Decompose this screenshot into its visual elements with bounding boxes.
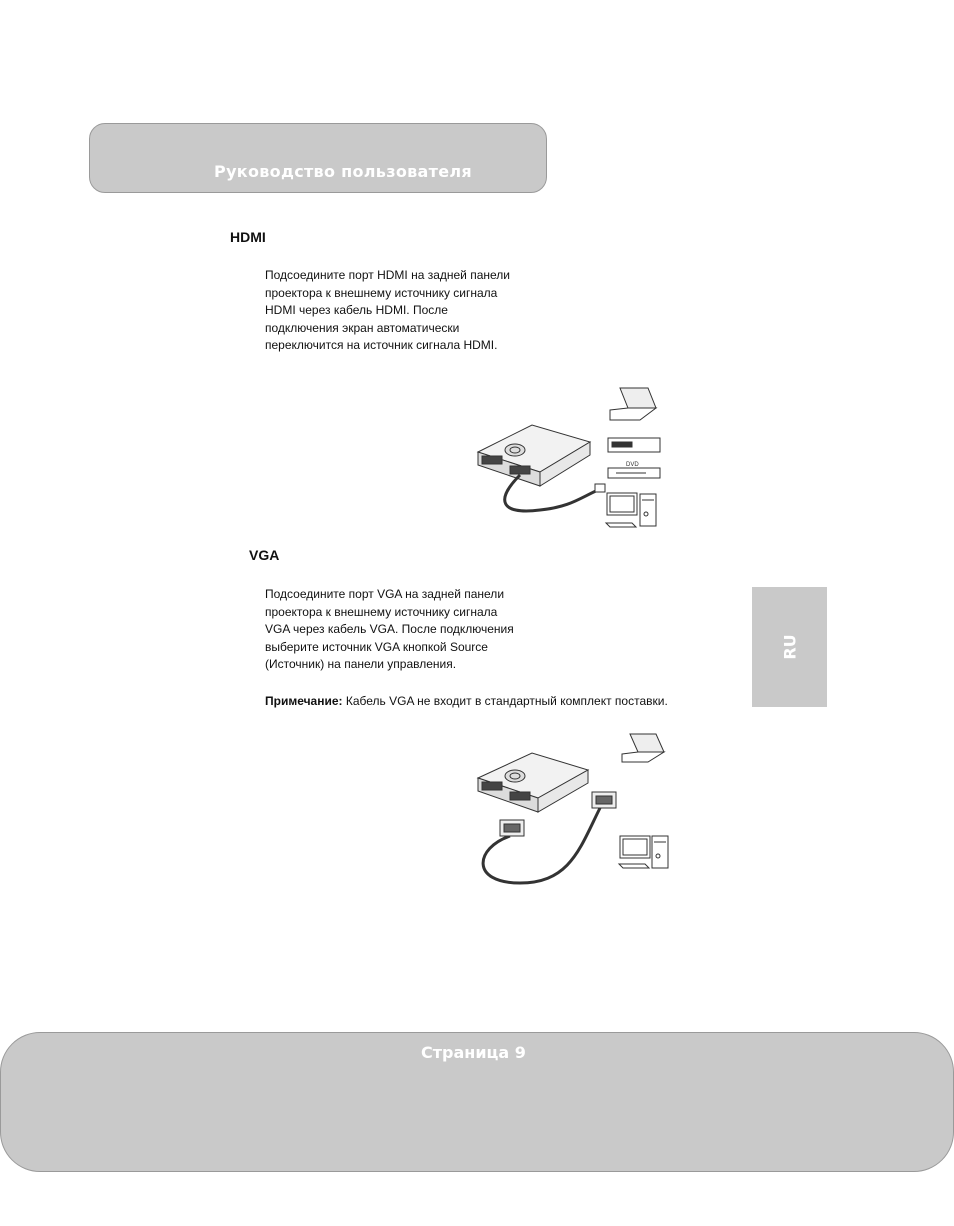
dvd-player-icon [608,468,660,478]
vga-line: (Источник) на панели управления. [265,657,457,671]
vga-heading: VGA [249,547,280,563]
note-text: Кабель VGA не входит в стандартный комплект поставки. [342,694,668,708]
laptop-icon [610,388,656,420]
footer-band [0,1032,954,1172]
vga-line: проектора к внешнему источнику сигнала [265,604,498,619]
page-number: Страница 9 [421,1043,526,1062]
hdmi-line: проектора к внешнему источнику сигнала [265,285,498,300]
note-label: Примечание: [265,694,343,708]
hdmi-line: Подсоедините порт HDMI на задней панели [265,268,510,282]
projector-icon [478,753,588,812]
hdmi-line: переключится на источник сигнала HDMI. [265,338,498,352]
hdmi-line: подключения экран автоматически [265,320,460,335]
dvd-label: DVD [626,462,639,468]
desktop-computer-icon [619,836,668,868]
vga-cable [483,808,600,883]
vga-description [265,586,565,674]
hdmi-line: HDMI через кабель HDMI. После [265,303,448,317]
set-top-box-icon [608,438,660,452]
language-label: RU [780,634,799,660]
hdmi-heading: HDMI [230,229,266,245]
vga-line: выберите источник VGA кнопкой Source [265,639,488,654]
vga-line: VGA через кабель VGA. После подключения [265,622,514,636]
hdmi-description [265,267,565,355]
vga-note [265,694,668,708]
vga-connection-illustration [470,728,675,888]
language-tab [752,587,827,707]
hdmi-connection-illustration [470,380,670,535]
document-title: Руководство пользователя [214,162,472,181]
hdmi-plug [595,484,605,492]
vga-connector-right [592,792,616,808]
projector-icon [478,425,590,486]
hdmi-cable [505,475,598,511]
header-tab [89,123,547,193]
laptop-icon [622,734,664,762]
desktop-computer-icon [606,493,656,527]
vga-connector-left [500,820,524,836]
vga-line: Подсоедините порт VGA на задней панели [265,587,505,601]
